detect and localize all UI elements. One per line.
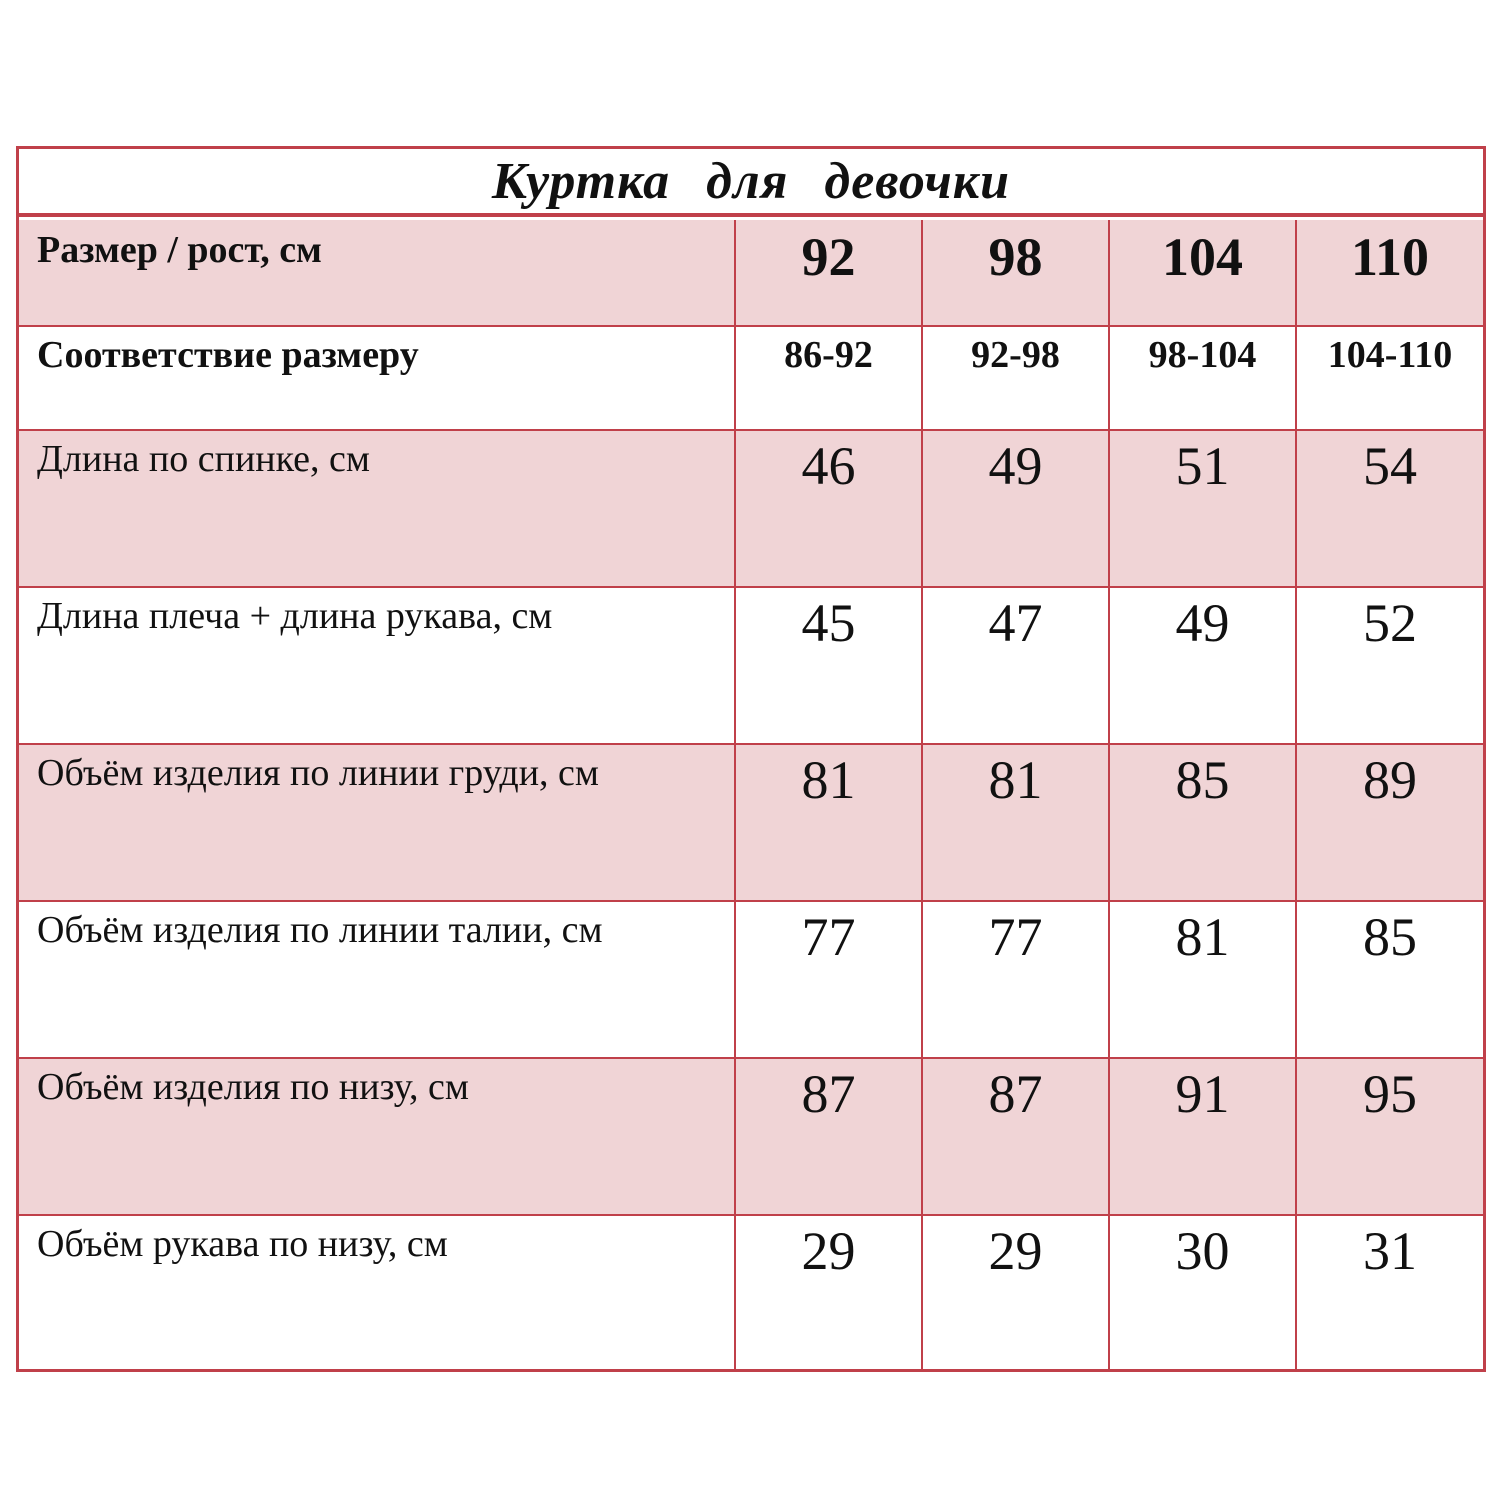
- measurement-value: 45: [735, 587, 922, 744]
- header-label: Размер / рост, см: [19, 220, 735, 326]
- measurement-value: 77: [922, 901, 1109, 1058]
- measurement-label: Объём изделия по линии талии, см: [19, 901, 735, 1058]
- measurement-label: Длина плеча + длина рукава, см: [19, 587, 735, 744]
- chart-title: Куртка для девочки: [491, 152, 1011, 210]
- measurement-value: 29: [735, 1215, 922, 1370]
- measurement-value: 49: [1109, 587, 1296, 744]
- measurement-value: 49: [922, 430, 1109, 587]
- size-cell: 104: [1109, 220, 1296, 326]
- measurement-value: 46: [735, 430, 922, 587]
- measurement-label: Длина по спинке, см: [19, 430, 735, 587]
- size-cell: 92: [735, 220, 922, 326]
- measurement-value: 89: [1296, 744, 1483, 901]
- table-row: [19, 744, 1483, 901]
- table-row: [19, 1215, 1483, 1370]
- measurement-value: 91: [1109, 1058, 1296, 1215]
- measurement-value: 52: [1296, 587, 1483, 744]
- measurement-label: Объём изделия по линии груди, см: [19, 744, 735, 901]
- title-row: [19, 149, 1483, 217]
- measurement-value: 81: [922, 744, 1109, 901]
- size-cell: 98: [922, 220, 1109, 326]
- measurement-value: 85: [1296, 901, 1483, 1058]
- measurement-label: Объём изделия по низу, см: [19, 1058, 735, 1215]
- correspondence-row: [19, 326, 1483, 430]
- measurement-value: 30: [1109, 1215, 1296, 1370]
- range-cell: 98-104: [1109, 326, 1296, 430]
- size-chart-frame: [16, 146, 1486, 1372]
- measurement-value: 95: [1296, 1058, 1483, 1215]
- range-cell: 86-92: [735, 326, 922, 430]
- measurement-value: 31: [1296, 1215, 1483, 1370]
- correspondence-label: Соответствие размеру: [19, 326, 735, 430]
- size-cell: 110: [1296, 220, 1483, 326]
- measurement-value: 85: [1109, 744, 1296, 901]
- measurement-value: 51: [1109, 430, 1296, 587]
- measurement-label: Объём рукава по низу, см: [19, 1215, 735, 1370]
- table-row: [19, 1058, 1483, 1215]
- measurement-value: 87: [922, 1058, 1109, 1215]
- range-cell: 92-98: [922, 326, 1109, 430]
- size-table: [19, 220, 1483, 1370]
- table-row: [19, 430, 1483, 587]
- header-row: [19, 220, 1483, 326]
- measurement-value: 47: [922, 587, 1109, 744]
- measurement-value: 81: [1109, 901, 1296, 1058]
- measurement-value: 29: [922, 1215, 1109, 1370]
- measurement-value: 54: [1296, 430, 1483, 587]
- measurement-value: 87: [735, 1058, 922, 1215]
- range-cell: 104-110: [1296, 326, 1483, 430]
- table-row: [19, 901, 1483, 1058]
- table-row: [19, 587, 1483, 744]
- measurement-value: 81: [735, 744, 922, 901]
- measurement-value: 77: [735, 901, 922, 1058]
